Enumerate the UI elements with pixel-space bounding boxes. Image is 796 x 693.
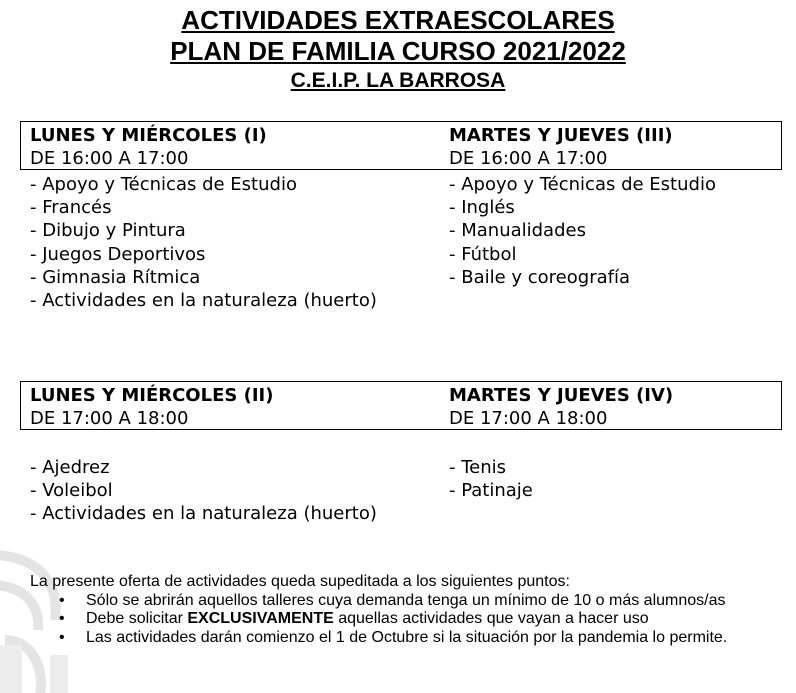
group-time-lunes-miercoles-ii: DE 17:00 A 18:00 [30,408,189,429]
list-item: - Ajedrez [30,456,377,479]
list-item: - Apoyo y Técnicas de Estudio [30,173,377,196]
list-item: - Baile y coreografía [449,266,716,289]
school-name: C.E.I.P. LA BARROSA [290,69,506,92]
point2-text-before: Debe solicitar [86,610,188,627]
conditions-notes [30,573,770,647]
list-item: - Fútbol [449,243,716,266]
group-heading-martes-jueves-iii: MARTES Y JUEVES (III) [449,125,673,146]
activity-list-lunes-miercoles-ii [30,456,377,526]
list-item: - Voleibol [30,479,377,502]
point2-emphasis: EXCLUSIVAMENTE [187,610,334,627]
list-item: - Actividades en la naturaleza (huerto) [30,289,377,312]
group-heading-lunes-miercoles-ii: LUNES Y MIÉRCOLES (II) [30,385,274,406]
group-time-martes-jueves-iv: DE 17:00 A 18:00 [449,408,608,429]
group-time-martes-jueves-iii: DE 16:00 A 17:00 [449,148,608,169]
conditions-list [30,592,770,648]
activity-list-martes-jueves-iii [449,173,716,289]
document-title-line2: PLAN DE FAMILIA CURSO 2021/2022 [170,36,626,66]
list-item: • Sólo se abrirán aquellos talleres cuya demanda tenga un mínimo de 10 o más alumnos/as [86,592,770,611]
list-item: - Gimnasia Rítmica [30,266,377,289]
list-item: - Francés [30,196,377,219]
activity-list-lunes-miercoles-i [30,173,377,312]
list-item: - Patinaje [449,479,533,502]
list-item: - Tenis [449,456,533,479]
list-item: - Inglés [449,196,716,219]
notes-intro: La presente oferta de actividades queda supeditada a los siguientes puntos: [30,573,570,590]
document-title-line1: ACTIVIDADES EXTRAESCOLARES [181,5,615,35]
list-item: - Manualidades [449,219,716,242]
point2-text-after: aquellas actividades que vayan a hacer uso [333,610,649,627]
list-item [86,610,770,629]
activity-list-martes-jueves-iv [449,456,533,502]
group-heading-martes-jueves-iv: MARTES Y JUEVES (IV) [449,385,674,406]
list-item: • Las actividades darán comienzo el 1 de Octubre si la situación por la pandemia lo permite. [86,629,770,648]
list-item: - Dibujo y Pintura [30,219,377,242]
group-heading-lunes-miercoles-i: LUNES Y MIÉRCOLES (I) [30,125,267,146]
list-item: - Juegos Deportivos [30,243,377,266]
group-time-lunes-miercoles-i: DE 16:00 A 17:00 [30,148,189,169]
list-item: - Actividades en la naturaleza (huerto) [30,502,377,525]
list-item: - Apoyo y Técnicas de Estudio [449,173,716,196]
